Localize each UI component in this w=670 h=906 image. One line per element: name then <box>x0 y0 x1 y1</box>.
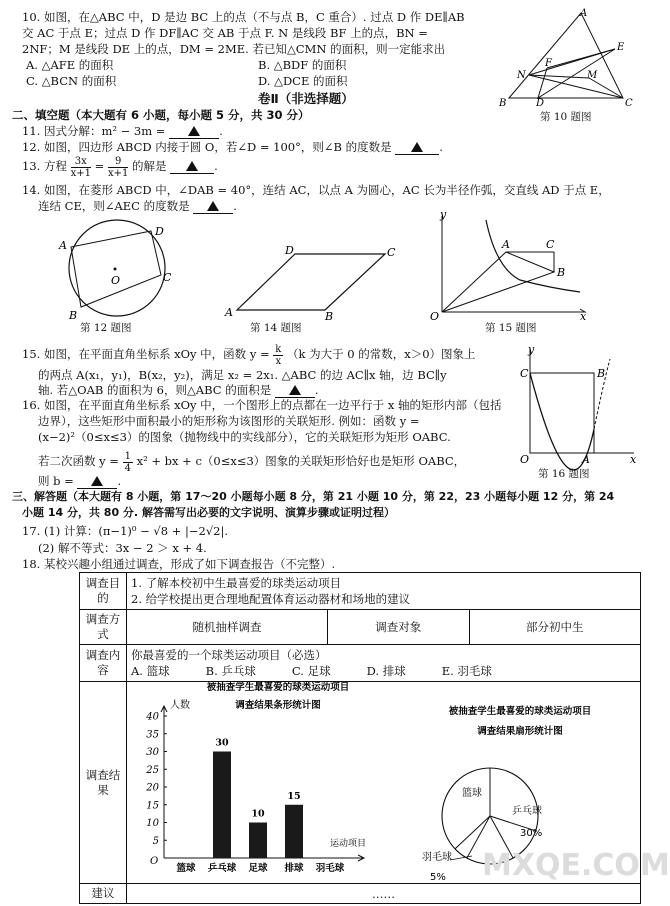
survey-option-c: C. 足球 <box>291 664 331 678</box>
q14-line2-text: 连结 CE，则∠AEC 的度数是 <box>38 199 190 213</box>
bar-origin-label: O <box>150 856 159 867</box>
survey-purpose-cell <box>127 573 641 610</box>
pie-value-tabletennis: 30% <box>520 828 543 839</box>
q15-k-num: k <box>275 343 282 355</box>
q13-pre: 13. 方程 <box>22 159 67 173</box>
bar-category-label: 乒乓球 <box>207 863 237 874</box>
q10-option-b: B. △BDF 的面积 <box>258 58 347 72</box>
survey-suggest-value: …… <box>127 884 641 904</box>
answer-blank-icon <box>289 385 301 395</box>
q14-line2: 连结 CE，则∠AEC 的度数是 . <box>38 199 237 213</box>
survey-result-label <box>80 682 127 884</box>
q13-fraction-left <box>71 156 91 179</box>
fig15-label-c: C <box>546 238 555 251</box>
q13: 13. 方程 $\frac{3x}{x+1}$ = $\frac{9}{x+1}$ 的解是 . <box>22 155 218 179</box>
survey-option-b: B. 乒乓球 <box>205 664 256 678</box>
bar <box>213 752 231 859</box>
pie-chart-title: 被抽查学生最喜爱的球类运动项目 <box>448 706 592 717</box>
bar-category-label: 排球 <box>284 863 304 874</box>
survey-method-value: 随机抽样调查 <box>127 610 328 645</box>
q17-line2: (2) 解不等式：3x − 2 ＞ x + 4. <box>38 541 207 555</box>
pie-value-badminton: 5% <box>430 872 446 883</box>
pie-chart-subtitle: 调查结果扇形统计图 <box>477 726 563 737</box>
survey-purpose-2: 2. 给学校提出更合理地配置体育运动器材和场地的建议 <box>131 592 411 606</box>
q16-line4-post: x² + bx + c（0≤x≤3）图象的关联矩形恰好也是矩形 OABC， <box>136 454 466 468</box>
bar-x-label: 运动项目 <box>330 839 367 849</box>
fig12-circle-figure <box>55 215 185 323</box>
q10-label-m: M <box>587 70 598 81</box>
q15-line3: 轴. 若△OAB 的面积为 6，则△ABC 的面积是 . <box>38 383 319 397</box>
bar-y-tick-label: 5 <box>152 835 159 847</box>
survey-suggest-label <box>80 884 127 904</box>
survey-purpose-1: 1. 了解本校初中生最喜爱的球类运动项目 <box>131 576 342 590</box>
fig15-label-y: y <box>440 208 447 221</box>
q13-f2-num: 9 <box>108 156 128 168</box>
pie-label-tabletennis: 乒乓球 <box>512 806 542 817</box>
bar <box>285 805 303 858</box>
q16-line3: (x−2)²（0≤x≤3）的图象（抛物线中的实线部分），它的关联矩形为矩形 OABC. <box>38 430 451 444</box>
fig12-label-c: C <box>163 271 172 284</box>
fig15-caption: 第 15 题图 <box>485 322 537 334</box>
q18-stem: 18. 某校兴趣小组通过调查，形成了如下调查报告（不完整）. <box>22 557 336 571</box>
q14-line1: 14. 如图，在菱形 ABCD 中，∠DAB = 40°，连结 AC，以点 A 为圆心，AC 长为半径作弧，交直线 AD 于点 E， <box>22 183 610 197</box>
fig16-label-o: O <box>520 453 530 466</box>
watermark-logo: MXQE.COM <box>482 848 670 883</box>
bar-chart <box>128 676 404 876</box>
q16-line4-pre: 若二次函数 y = <box>38 454 119 468</box>
fig15-label-b: B <box>557 266 566 279</box>
fig16-label-a: A <box>582 453 590 466</box>
q13-f1-den: x+1 <box>70 167 91 179</box>
fig12-label-b: B <box>69 309 78 322</box>
bar-chart-title: 被抽查学生最喜爱的球类运动项目 <box>206 682 350 693</box>
bar-y-tick-label: 30 <box>146 747 159 758</box>
q10-label-b: B <box>499 98 507 109</box>
fig14-caption: 第 14 题图 <box>250 322 302 334</box>
fig14-label-d: D <box>285 244 294 257</box>
answer-blank-icon <box>91 476 103 486</box>
survey-option-a: A. 篮球 <box>131 664 170 678</box>
answer-blank-icon <box>186 161 198 171</box>
q10-label-a: A <box>580 8 588 19</box>
fig12-label-a: A <box>59 239 67 252</box>
fig16-label-b: B <box>597 367 606 380</box>
answer-blank-icon <box>411 142 423 152</box>
bar-category-label: 足球 <box>248 863 268 874</box>
q16-line1: 16. 如图，在平面直角坐标系 xOy 中，一个图形上的点都在一边平行于 x 轴的矩形内部（包括 <box>22 398 502 412</box>
q16-line5-text: 则 b = <box>38 474 74 488</box>
survey-purpose-label-text: 调查目的 <box>85 576 121 605</box>
bar-y-tick-label: 10 <box>146 818 159 829</box>
q16-q-num: 1 <box>124 450 131 462</box>
q15-line1-pre: 15. 如图，在平面直角坐标系 xOy 中，函数 y = <box>22 347 270 361</box>
bar-y-tick-label: 25 <box>146 764 159 776</box>
q16-fraction <box>123 451 133 474</box>
q15-line1-post: （k 为大于 0 的常数，x＞0）图象上 <box>286 347 476 361</box>
survey-object-label: 调查对象 <box>327 610 469 645</box>
survey-purpose-label <box>80 573 127 610</box>
answer-blank-icon <box>188 126 200 136</box>
bar-y-label: 人数 <box>170 700 190 711</box>
q13-f1-num: 3x <box>71 156 91 168</box>
fig15-label-a: A <box>502 238 510 251</box>
survey-option-d: D. 排球 <box>366 664 406 678</box>
q12: 12. 如图，四边形 ABCD 内接于圆 O，若∠D = 100°，则∠B 的度数是 . <box>22 140 443 154</box>
q13-fraction-right <box>108 156 128 179</box>
fig15-label-x: x <box>580 310 587 323</box>
q16-line5: 则 b = . <box>38 474 122 488</box>
q10-line1: 10. 如图，在△ABC 中，D 是边 BC 上的点（不与点 B，C 重合）. 过点 D 作 DE∥AB <box>22 10 465 24</box>
q15-k-den: x <box>275 355 282 367</box>
q17-line1: 17. (1) 计算：(π−1)⁰ − √8 + |−2√2|. <box>22 524 229 538</box>
q10-caption: 第 10 题图 <box>540 111 592 123</box>
answer-section-header-1: 三、解答题（本大题有 8 小题，第 17～20 小题每小题 8 分，第 21 小题 10 分，第 22，23 小题每小题 12 分，第 24 <box>12 490 615 503</box>
q13-post: 的解是 <box>132 159 167 173</box>
fig14-label-a: A <box>225 306 233 319</box>
fig16-label-c: C <box>520 367 529 380</box>
survey-content-label <box>80 645 127 682</box>
fig15-hyperbola-figure <box>430 208 590 323</box>
survey-method-label-text: 调查方式 <box>85 612 121 641</box>
q10-label-f: F <box>545 58 552 69</box>
fig14-label-c: C <box>387 246 396 259</box>
q10-option-a: A. △AFE 的面积 <box>26 58 114 72</box>
fig14-rhombus-figure <box>225 240 396 323</box>
fig12-label-o: O <box>111 274 121 287</box>
q10-label-n: N <box>517 70 526 81</box>
q11-text: 11. 因式分解：m² − 3m = <box>22 124 166 138</box>
bar-chart-subtitle: 调查结果条形统计图 <box>235 700 321 711</box>
q10-line2: 交 AC 于点 E；过点 D 作 DF∥AC 交 AB 于点 F. N 是线段 BF 上的点，BN = <box>22 26 428 40</box>
q13-equals: = <box>94 159 105 173</box>
fig14-label-b: B <box>325 310 334 323</box>
bar-value-label: 30 <box>215 737 229 749</box>
q16-line2: 边界），这些矩形中面积最小的矩形称为该图形的关联矩形. 例如：函数 y = <box>38 414 420 428</box>
q10-label-d: D <box>536 98 545 109</box>
fig16-label-x: x <box>630 453 637 466</box>
survey-method-label <box>80 610 127 645</box>
q15-line2: 的两点 A(x₁，y₁)，B(x₂，y₂)，满足 x₂ = 2x₁. △ABC 的边 AC∥x 轴，边 BC∥y <box>38 368 447 382</box>
pie-label-basketball: 篮球 <box>462 788 482 799</box>
survey-object-value: 部分初中生 <box>469 610 640 645</box>
q10-figure <box>495 8 635 108</box>
bar <box>249 823 267 859</box>
survey-option-e: E. 羽毛球 <box>441 664 492 678</box>
fig16-caption: 第 16 题图 <box>538 468 590 480</box>
bar-value-label: 15 <box>287 790 301 802</box>
survey-content-question: 你最喜爱的一个球类运动项目（必选） <box>131 648 327 662</box>
fill-section-header: 二、填空题（本大题有 6 小题，每小题 5 分，共 30 分） <box>12 108 310 122</box>
fig12-label-d: D <box>155 225 164 238</box>
q10-line3: 2NF；M 是线段 DE 上的点，DM = 2ME. 若已知△CMN 的面积，则一定能求出 <box>22 42 446 56</box>
bar-y-tick-label: 35 <box>146 729 159 741</box>
q10-option-d: D. △DCE 的面积 <box>258 74 348 88</box>
answer-blank-icon <box>207 201 219 211</box>
bar-y-tick-label: 15 <box>146 800 159 812</box>
q16-q-den: 4 <box>124 462 131 474</box>
survey-result-label-text: 调查结果 <box>85 767 121 797</box>
bar-category-label: 篮球 <box>176 863 196 874</box>
bar-category-label: 羽毛球 <box>315 863 345 874</box>
q11: 11. 因式分解：m² − 3m = . <box>22 124 223 138</box>
answer-section-header-2: 小题 14 分，共 80 分. 解答需写出必要的文字说明、演算步骤或证明过程） <box>22 506 395 519</box>
bar-value-label: 10 <box>251 808 265 820</box>
pie-label-badminton: 羽毛球 <box>422 852 452 863</box>
survey-content-label-text: 调查内容 <box>85 648 121 677</box>
fig12-caption: 第 12 题图 <box>80 322 132 334</box>
part2-title: 卷Ⅱ（非选择题） <box>258 91 354 106</box>
fig15-label-o: O <box>430 310 440 323</box>
q10-label-c: C <box>625 98 633 109</box>
fig16-parabola-figure <box>512 345 640 467</box>
q10-option-c: C. △BCN 的面积 <box>26 74 117 88</box>
q15-fraction <box>273 344 283 367</box>
bar-y-tick-label: 20 <box>146 782 159 794</box>
bar-y-tick-label: 40 <box>146 711 159 723</box>
q12-text: 12. 如图，四边形 ABCD 内接于圆 O，若∠D = 100°，则∠B 的度数是 <box>22 140 392 154</box>
q15-line3-text: 轴. 若△OAB 的面积为 6，则△ABC 的面积是 <box>38 383 272 397</box>
q10-label-e: E <box>617 42 625 53</box>
survey-suggest-label-text: 建议 <box>91 886 115 900</box>
q16-line4 <box>38 448 465 474</box>
q15-line1 <box>22 341 476 367</box>
q13-f2-den: x+1 <box>107 167 129 179</box>
fig16-label-y: y <box>528 343 535 356</box>
pie-slice-edge <box>455 816 490 849</box>
